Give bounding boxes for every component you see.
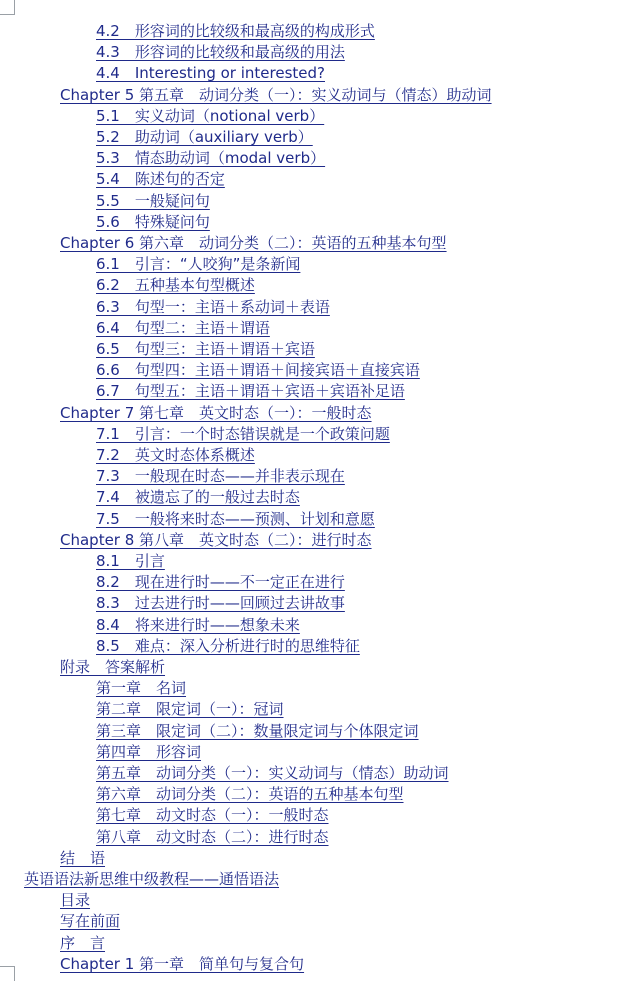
toc-entry[interactable]: 8.4 将来进行时——想象未来 [96, 616, 300, 634]
toc-entry[interactable]: 7.1 引言：一个时态错误就是一个政策问题 [96, 425, 390, 443]
toc-entry[interactable]: 7.2 英文时态体系概述 [96, 446, 255, 464]
toc-entry[interactable]: 5.6 特殊疑问句 [96, 213, 210, 231]
toc-entry[interactable]: 写在前面 [60, 912, 121, 930]
toc-entry[interactable]: Chapter 7 第七章 英文时态（一）：一般时态 [60, 404, 372, 422]
toc-entry[interactable]: 5.5 一般疑问句 [96, 192, 210, 210]
toc-entry[interactable]: 第四章 形容词 [96, 743, 202, 761]
toc-entry[interactable]: 6.1 引言：“人咬狗”是条新闻 [96, 255, 301, 273]
page-corner-mark-top [0, 0, 15, 15]
toc-entry[interactable]: 4.2 形容词的比较级和最高级的构成形式 [96, 22, 375, 40]
toc-entry[interactable]: 第一章 名词 [96, 679, 187, 697]
toc-entry[interactable]: Chapter 1 第一章 简单句与复合句 [60, 955, 305, 973]
toc-entry[interactable]: 第二章 限定词（一）：冠词 [96, 700, 284, 718]
toc-entry[interactable]: 第三章 限定词（二）：数量限定词与个体限定词 [96, 722, 419, 740]
toc-entry[interactable]: 5.4 陈述句的否定 [96, 170, 225, 188]
toc-entry[interactable]: 目录 [60, 891, 91, 909]
toc-entry[interactable]: 8.3 过去进行时——回顾过去讲故事 [96, 594, 345, 612]
toc-entry[interactable]: 5.1 实义动词（notional verb） [96, 107, 325, 125]
toc-entry[interactable]: 6.2 五种基本句型概述 [96, 276, 255, 294]
toc-entry[interactable]: 第六章 动词分类（二）：英语的五种基本句型 [96, 785, 404, 803]
toc-entry[interactable]: 结 语 [60, 849, 106, 867]
toc-entry[interactable]: Chapter 8 第八章 英文时态（二）：进行时态 [60, 531, 372, 549]
toc-entry[interactable]: 7.4 被遗忘了的一般过去时态 [96, 488, 300, 506]
toc-entry[interactable]: 附录 答案解析 [60, 658, 166, 676]
toc-entry[interactable]: 8.5 难点：深入分析进行时的思维特征 [96, 637, 360, 655]
toc-entry[interactable]: 6.5 句型三：主语＋谓语＋宾语 [96, 340, 315, 358]
toc-entry[interactable]: 6.7 句型五：主语＋谓语＋宾语＋宾语补足语 [96, 382, 405, 400]
toc-entry[interactable]: 第五章 动词分类（一）：实义动词与（情态）助动词 [96, 764, 449, 782]
toc-entry[interactable]: 英语语法新思维中级教程——通悟语法 [24, 870, 280, 888]
toc-entry[interactable]: 序 言 [60, 934, 106, 952]
toc-entry[interactable]: 5.2 助动词（auxiliary verb） [96, 128, 313, 146]
toc-entry[interactable]: 8.1 引言 [96, 552, 165, 570]
toc-entry[interactable]: 7.3 一般现在时态——并非表示现在 [96, 467, 345, 485]
toc-entry[interactable]: 7.5 一般将来时态——预测、计划和意愿 [96, 510, 375, 528]
toc-entry[interactable]: 5.3 情态助动词（modal verb） [96, 149, 326, 167]
toc-entry[interactable]: Chapter 6 第六章 动词分类（二）：英语的五种基本句型 [60, 234, 447, 252]
toc-entry[interactable]: 6.6 句型四：主语＋谓语＋间接宾语＋直接宾语 [96, 361, 420, 379]
toc-entry[interactable]: 4.3 形容词的比较级和最高级的用法 [96, 43, 345, 61]
toc-entry[interactable]: Chapter 5 第五章 动词分类（一）：实义动词与（情态）助动词 [60, 86, 492, 104]
toc-entry[interactable]: 第八章 动文时态（二）：进行时态 [96, 828, 329, 846]
toc-entry[interactable]: 第七章 动文时态（一）：一般时态 [96, 806, 329, 824]
toc-entry[interactable]: 6.4 句型二：主语＋谓语 [96, 319, 270, 337]
page-corner-mark-bottom [0, 966, 15, 981]
toc-entry[interactable]: 6.3 句型一：主语＋系动词＋表语 [96, 298, 330, 316]
toc-entry[interactable]: 8.2 现在进行时——不一定正在进行 [96, 573, 345, 591]
toc-entry[interactable]: 4.4 Interesting or interested? [96, 64, 325, 82]
